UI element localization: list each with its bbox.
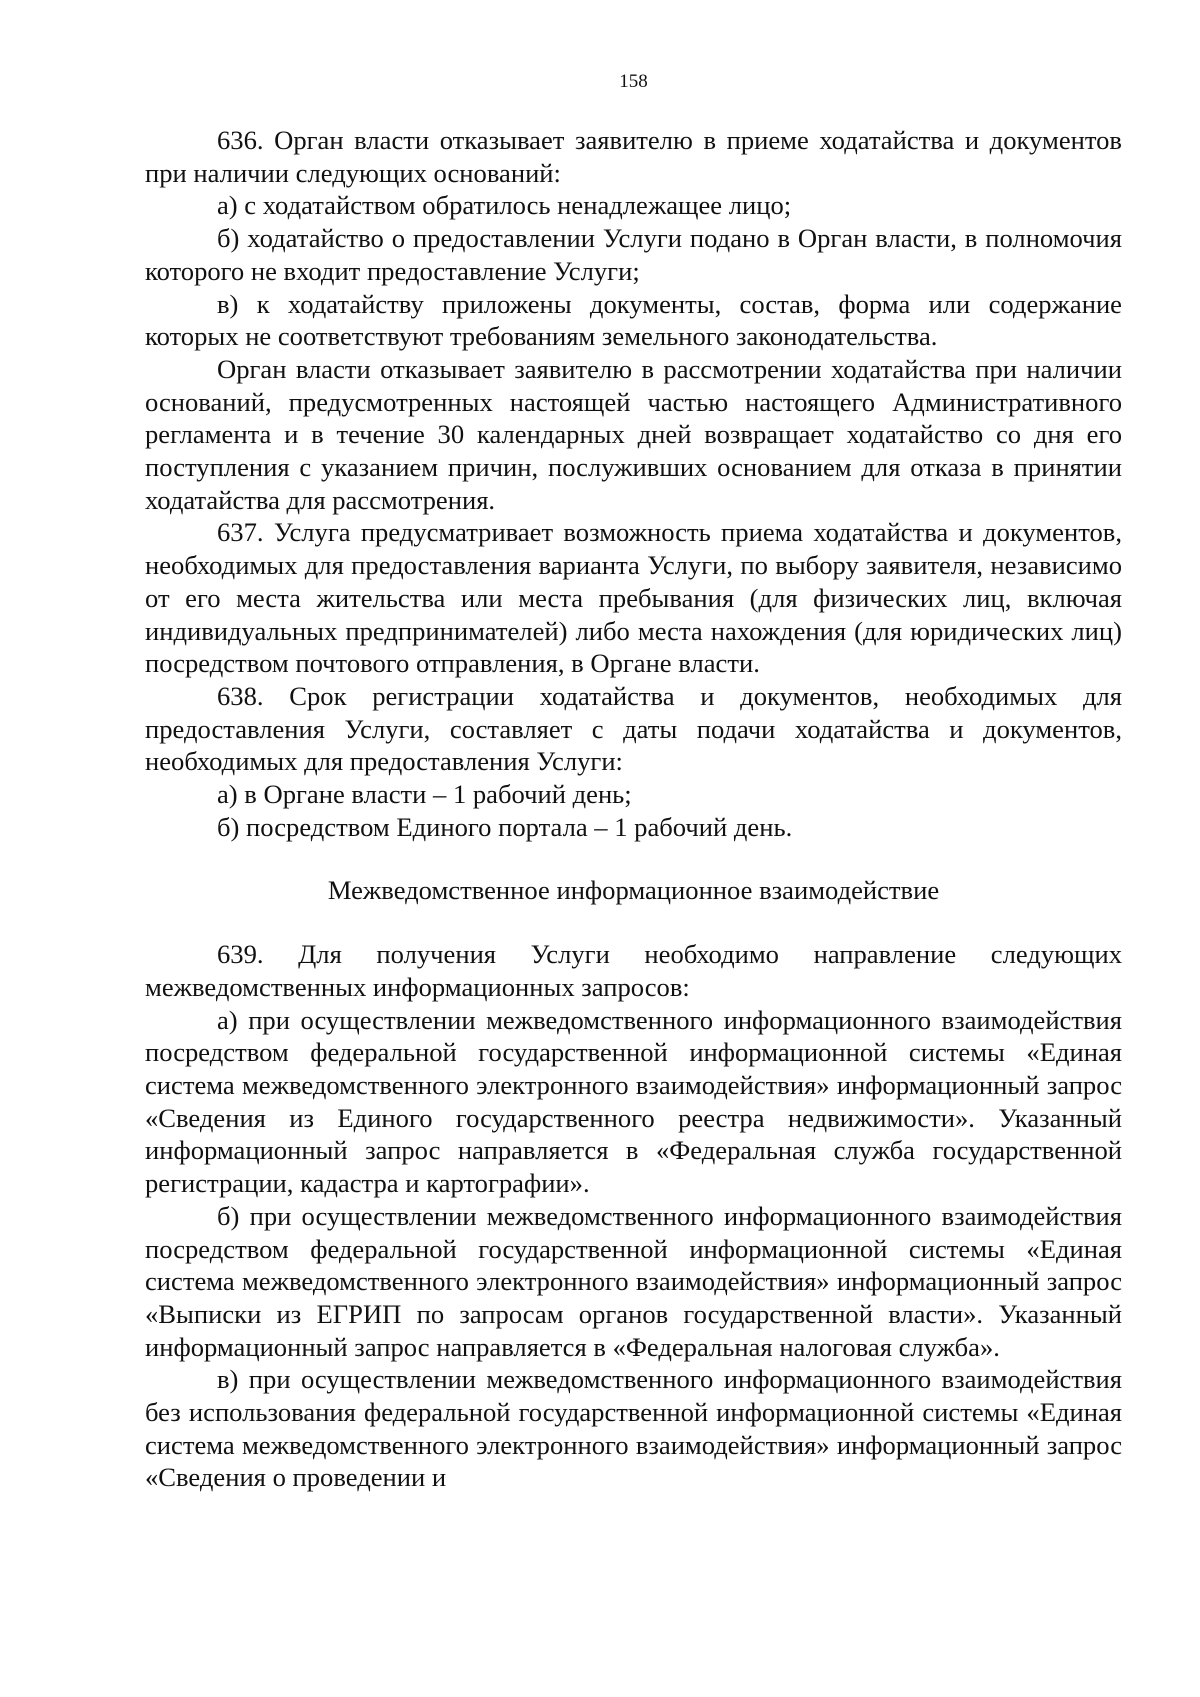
paragraph-636-refusal: Орган власти отказывает заявителю в рассмотрении ходатайства при наличии оснований, предусмотренных настоящей частью настоящего Административного регламента и в течение 30 календарных дней возвращает ходатайство со дня его поступления с указанием причин, послуживших основанием для отказа в принятии ходатайства для рассмотрения. xyxy=(145,353,1122,515)
paragraph-636: 636. Орган власти отказывает заявителю в приеме ходатайства и документов при наличии следующих оснований: xyxy=(145,125,1122,188)
paragraph-639: 639. Для получения Услуги необходимо направление следующих межведомственных информационных запросов: xyxy=(145,939,1122,1002)
paragraph-638-b: б) посредством Единого портала – 1 рабочий день. xyxy=(217,811,793,842)
paragraph-636-a: а) с ходатайством обратилось ненадлежащее лицо; xyxy=(217,190,792,221)
document-body xyxy=(145,124,1122,1679)
paragraph-636-b: б) ходатайство о предоставлении Услуги подано в Орган власти, в полномочия которого не входит предоставление Услуги; xyxy=(145,223,1122,286)
paragraph-639-v: в) при осуществлении межведомственного информационного взаимодействия без использования федеральной государственной информационной системы «Единая система межведомственного электронного взаимодействия» информационный запрос «Сведения о проведении и xyxy=(145,1364,1122,1493)
paragraph-639-b: б) при осуществлении межведомственного информационного взаимодействия посредством федеральной государственной информационной системы «Единая система межведомственного электронного взаимодействия» информационный запрос «Выписки из ЕГРИП по запросам органов государственной власти». Указанный информационный запрос направляется в «Федеральная налоговая служба». xyxy=(145,1200,1122,1362)
paragraph-638-a: а) в Органе власти – 1 рабочий день; xyxy=(217,779,632,810)
page-number: 158 xyxy=(619,71,648,92)
paragraph-638: 638. Срок регистрации ходатайства и документов, необходимых для предоставления Услуги, составляет с даты подачи ходатайства и документов, необходимых для предоставления Услуги: xyxy=(145,680,1122,777)
paragraph-639-a: а) при осуществлении межведомственного информационного взаимодействия посредством федеральной государственной информационной системы «Единая система межведомственного электронного взаимодействия» информационный запрос «Сведения из Единого государственного реестра недвижимости». Указанный информационный запрос направляется в «Федеральная служба государственной регистрации, кадастра и картографии». xyxy=(145,1004,1122,1199)
section-heading: Межведомственное информационное взаимодействие xyxy=(327,875,940,906)
paragraph-637: 637. Услуга предусматривает возможность приема ходатайства и документов, необходимых для предоставления варианта Услуги, по выбору заявителя, независимо от его места жительства или места пребывания (для физических лиц, включая индивидуальных предпринимателей) либо места нахождения (для юридических лиц) посредством почтового отправления, в Органе власти. xyxy=(145,517,1122,679)
paragraph-636-v: в) к ходатайству приложены документы, состав, форма или содержание которых не соответствуют требованиям земельного законодательства. xyxy=(145,288,1122,352)
